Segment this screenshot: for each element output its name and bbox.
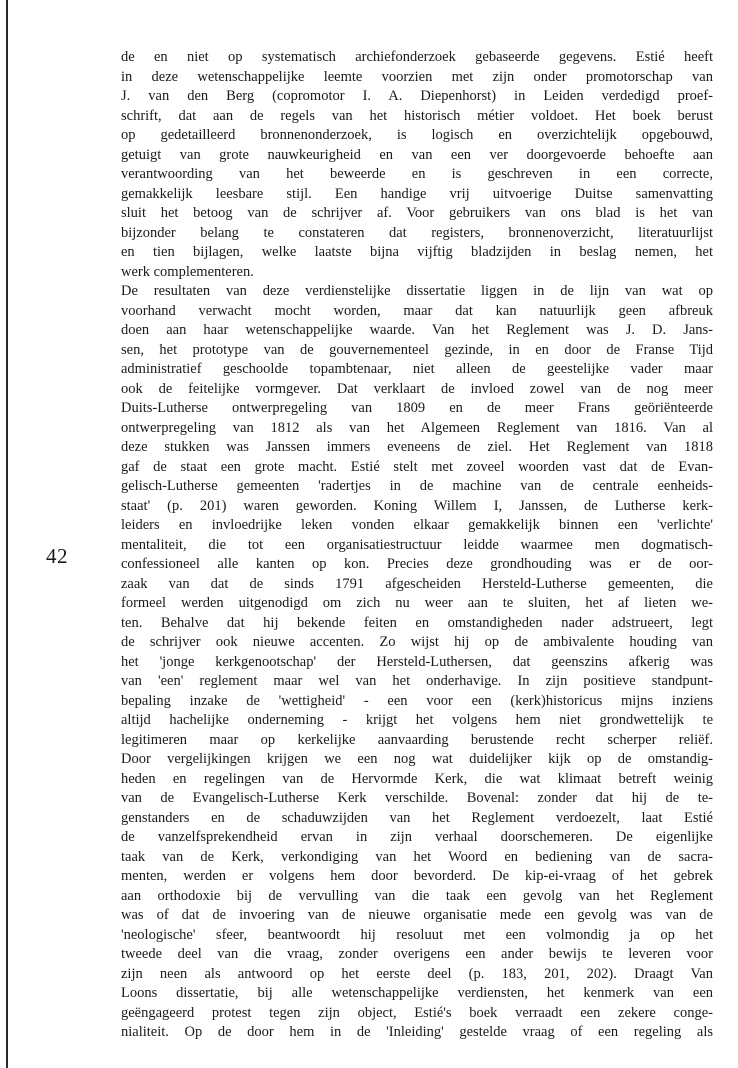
text-line: de schrijver ook nieuwe accenten. Zo wijst hij op de ambivalente houding van (121, 634, 713, 650)
text-line: ontwerpregeling van 1812 als van het Algemeen Reglement van 1816. Van al (121, 419, 713, 436)
text-line: Duits-Lutherse ontwerpregeling van 1809 en de meer Frans geöriënteerde (121, 400, 713, 416)
text-line: geëngageerd protest tegen zijn object, Estié's boek verraadt een zekere conge- (121, 1004, 713, 1021)
text-line: 'neologische' sfeer, beantwoordt hij resoluut met een volmondig ja op het (121, 926, 713, 943)
text-line: Loons dissertatie, bij alle wetenschappelijke verdiensten, het kenmerk van een (121, 985, 713, 1001)
text-line: gemakkelijk leesbare stijl. Een handige vrij uitvoerige Duitse samenvatting (121, 185, 713, 202)
text-line: taak van de Kerk, verkondiging van het Woord en bediening van de sacra- (121, 848, 713, 865)
text-line: werk complementeren. (121, 263, 254, 280)
text-line: verantwoording van het beweerde en is geschreven in een correcte, (121, 166, 713, 182)
text-line: zaak van dat de sinds 1791 afgescheiden Hersteld-Lutherse gemeenten, die (121, 575, 713, 592)
text-line: heden en regelingen van de Hervormde Kerk, die wat klimaat betreft weinig (121, 770, 713, 787)
text-line: staat' (p. 201) waren geworden. Koning Willem I, Janssen, de Lutherse kerk- (121, 497, 713, 514)
text-line: bepaling inzake de 'wettigheid' - een voor een (kerk)historicus mijns inziens (121, 692, 713, 709)
text-line: Door vergelijkingen krijgen we een nog wat duidelijker kijk op de omstandig- (121, 751, 713, 767)
text-line: het 'jonge kerkgenootschap' der Hersteld-Luthersen, dat geenszins afkerig was (121, 653, 713, 670)
text-line: tweede deel van die vraag, zonder overigens een ander bewijs te leveren voor (121, 946, 713, 962)
text-line: was of dat de invoering van de nieuwe organisatie mede een gevolg was van de (121, 907, 713, 923)
text-line: De resultaten van deze verdienstelijke dissertatie liggen in de lijn van wat op (121, 283, 713, 299)
text-line: leiders en invloedrijke leken vonden elkaar gemakkelijk binnen een 'verlichte' (121, 517, 713, 533)
text-line: bijzonder belang te constateren dat registers, bronnenoverzicht, literatuurlijst (121, 224, 713, 241)
text-line: schrift, dat aan de regels van het historisch métier voldoet. Het boek berust (121, 107, 713, 124)
text-line: J. van den Berg (copromotor I. A. Diepenhorst) in Leiden verdedigd proef- (121, 88, 713, 104)
text-line: genstanders en de schaduwzijden van het Reglement verdoezelt, laat Estié (121, 809, 713, 826)
text-line: doen aan haar wetenschappelijke waarde. Van het Reglement was J. D. Jans- (121, 322, 713, 338)
text-line: van 'een' reglement maar wel van het onderhavige. In zijn positieve standpunt- (121, 673, 713, 689)
text-line: mentaliteit, die tot een organisatiestructuur leidde waarmee men dogmatisch- (121, 536, 713, 553)
text-line: gaf de staat een grote macht. Estié stelt met zoveel woorden vast dat de Evan- (121, 458, 713, 475)
text-line: confessioneel alle kanten op kon. Precies deze grondhouding was er de oor- (121, 556, 713, 572)
body-text (121, 48, 713, 1043)
text-line: sen, het prototype van de gouvernementeel gezinde, in en door de Franse Tijd (121, 341, 713, 358)
text-line: voorhand verwacht mocht worden, maar dat kan natuurlijk geen afbreuk (121, 302, 713, 319)
text-line: en tien bijlagen, welke laatste bijna vijftig bladzijden in beslag nemen, het (121, 244, 713, 260)
text-line: in deze wetenschappelijke leemte voorzien met zijn onder promotorschap van (121, 68, 713, 85)
text-line: de vanzelfsprekendheid ervan in zijn verhaal doorschemeren. De eigenlijke (121, 829, 713, 845)
text-line: de en niet op systematisch archiefonderzoek gebaseerde gegevens. Estié heeft (121, 49, 713, 65)
page-number: 42 (46, 544, 68, 568)
text-line: administratief geschoolde topambtenaar, niet alleen de geestelijke vader maar (121, 361, 713, 377)
text-line: getuigt van grote nauwkeurigheid en van een ver doorgevoerde behoefte aan (121, 146, 713, 163)
text-line: zijn neen als antwoord op het eerste deel (p. 183, 201, 202). Draagt Van (121, 965, 713, 982)
text-line: gelisch-Lutherse gemeenten 'radertjes in de machine van de centrale eenheids- (121, 478, 713, 494)
text-line: op gedetailleerd bronnenonderzoek, is logisch en overzichtelijk opgebouwd, (121, 127, 713, 143)
text-line: deze stukken was Janssen immers eveneens de ziel. Het Reglement van 1818 (121, 439, 713, 455)
left-margin-rule (6, 0, 8, 1068)
text-line: formeel werden uitgenodigd om zich nu weer aan te sluiten, het af lieten we- (121, 595, 713, 611)
text-line: ook de feitelijke vormgever. Dat verklaart de invloed zowel van de nog meer (121, 380, 713, 397)
text-line: ten. Behalve dat hij bekende feiten en omstandigheden nader adstrueert, legt (121, 614, 713, 631)
text-line: altijd hachelijke onderneming - krijgt het volgens hem niet grondwettelijk te (121, 712, 713, 728)
text-line: legitimeren maar op kerkelijke aanvaarding berustende recht scherper reliëf. (121, 731, 713, 748)
text-line: aan orthodoxie bij de vervulling van die taak een gevolg van het Reglement (121, 887, 713, 904)
text-line: menten, werden er volgens hem door bevorderd. De kip-ei-vraag of het gebrek (121, 868, 713, 884)
text-line: nialiteit. Op de door hem in de 'Inleiding' gestelde vraag of een regeling als (121, 1024, 713, 1040)
text-line: van de Evangelisch-Lutherse Kerk verschilde. Bovenal: zonder dat hij de te- (121, 790, 713, 806)
text-line: sluit het betoog van de schrijver af. Voor gebruikers van ons blad is het van (121, 205, 713, 221)
